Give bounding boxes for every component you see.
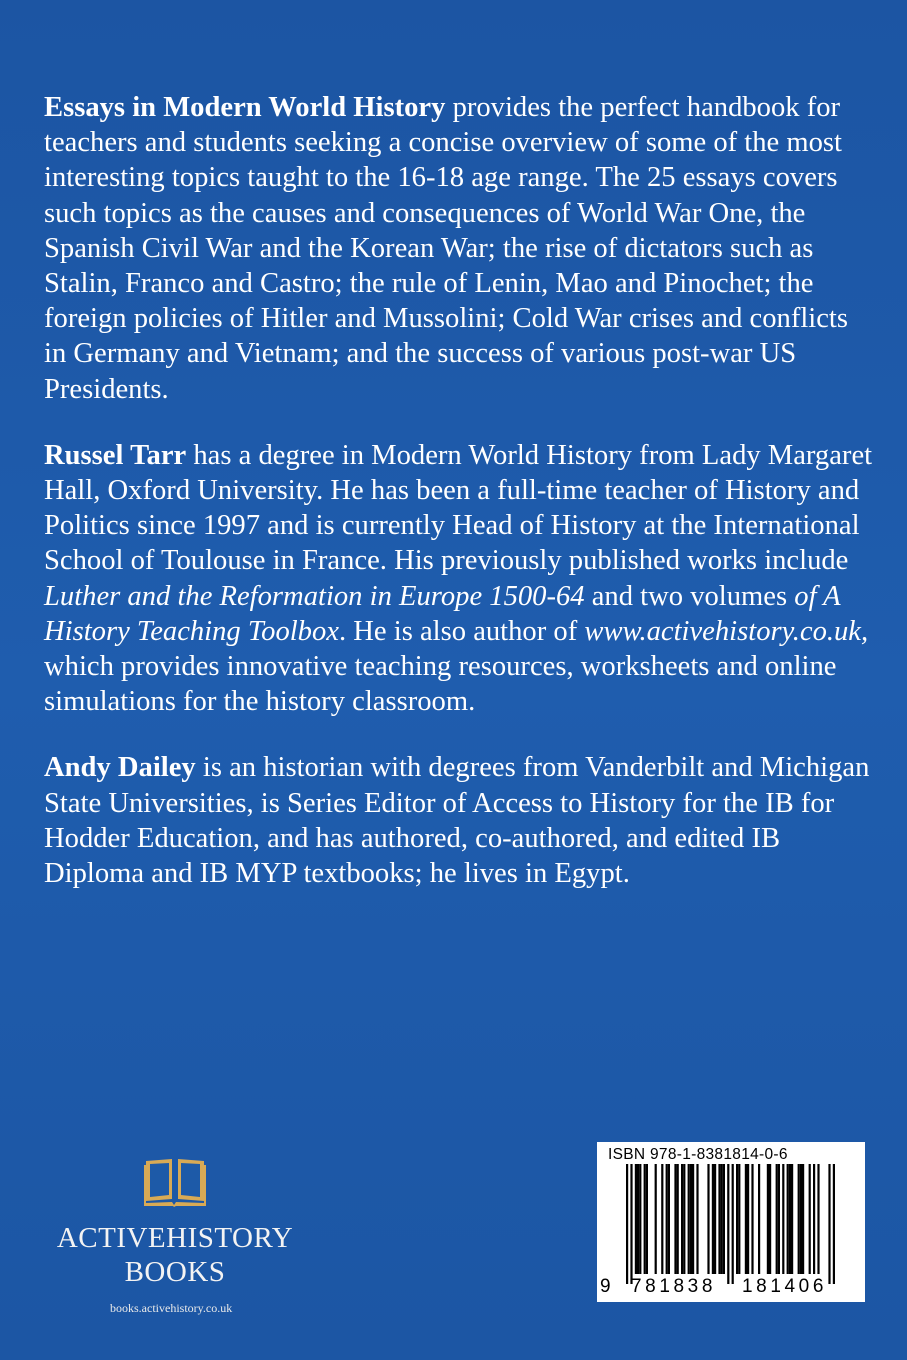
publisher-url: books.activehistory.co.uk <box>110 1301 233 1315</box>
publisher-logo <box>40 1155 310 1316</box>
barcode-bar <box>751 1164 753 1274</box>
barcode-bar <box>681 1164 683 1274</box>
barcode-bar <box>718 1164 720 1274</box>
barcode-bar <box>674 1164 676 1274</box>
barcode-bar <box>791 1164 793 1274</box>
isbn-label: ISBN 978-1-8381814-0-6 <box>608 1146 788 1163</box>
barcode-bar <box>721 1164 723 1274</box>
barcode-bar <box>776 1164 778 1274</box>
barcode-bar <box>666 1164 668 1274</box>
publisher-name-line2: BOOKS <box>124 1256 226 1288</box>
barcode-bar <box>707 1164 709 1274</box>
barcode-digit-group1: 781838 <box>631 1276 717 1297</box>
barcode-bar <box>809 1164 811 1274</box>
barcode-bar <box>692 1164 694 1274</box>
barcode-bar <box>661 1164 663 1274</box>
barcode-bar <box>646 1164 648 1274</box>
barcode-bar <box>635 1164 637 1274</box>
barcode-bar <box>817 1164 819 1274</box>
barcode-bar <box>736 1164 738 1274</box>
barcode-bar <box>789 1164 791 1274</box>
barcode-bar <box>800 1164 802 1274</box>
back-cover-blurb <box>44 90 874 922</box>
barcode-digit-group2: 181406 <box>742 1276 828 1297</box>
book-reference-toolbox: of A History Teaching Toolbox <box>44 580 841 647</box>
bio-text: . He is also author of <box>338 615 585 647</box>
barcode-bar <box>778 1164 780 1274</box>
author-bio-tarr <box>44 438 874 720</box>
barcode-bar <box>828 1164 830 1284</box>
bio-text: and two volumes <box>584 580 795 612</box>
barcode-bar <box>798 1164 800 1274</box>
barcode-bar <box>639 1164 641 1274</box>
barcode-bar <box>758 1164 760 1274</box>
barcode-bar <box>644 1164 646 1274</box>
book-description-paragraph <box>44 90 874 407</box>
barcode-bar <box>677 1164 679 1274</box>
barcode-bar <box>769 1164 771 1274</box>
author-name-tarr: Russel Tarr <box>44 439 187 471</box>
description-text: provides the perfect handbook for teachers and students seeking a concise overview of some of the most interesting topics taught to the 16-18 age range. The 25 essays covers such topics as the causes and consequences of World War One, the Spanish Civil War and the Korean War; the rise of dictators such as Stalin, Franco and Castro; the rule of Lenin, Mao and Pinochet; the foreign policies of Hitler and Mussolini; Cold War crises and conflicts in Germany and Vietnam; and the success of various post-war US Presidents. <box>44 92 848 405</box>
book-title: Essays in Modern World History <box>44 92 446 123</box>
barcode-bar <box>727 1164 729 1284</box>
barcode-bar <box>688 1164 690 1274</box>
barcode-bar <box>626 1164 628 1284</box>
barcode-bar <box>637 1164 639 1274</box>
bio-text: is an historian with degrees from Vanderbilt and Michigan State Universities, is Series Editor of Access to History for the IB for Hodder Education, and has authored, co-authored, and edited IB Diploma and IB MYP textbooks; he lives in Egypt. <box>44 752 870 890</box>
author-name-dailey: Andy Dailey <box>44 752 196 784</box>
barcode-bar <box>732 1164 734 1284</box>
barcode-bar <box>745 1164 747 1274</box>
bio-text: which provides innovative teaching resources, worksheets and online simulations for the history classroom. <box>44 651 837 718</box>
barcode-bar <box>655 1164 657 1274</box>
barcode-bar <box>690 1164 692 1274</box>
barcode-bar <box>813 1164 815 1274</box>
barcode-bar <box>630 1164 632 1284</box>
barcode-bar <box>668 1164 670 1274</box>
barcode-digit-first: 9 <box>600 1276 611 1297</box>
book-reference-luther: Luther and the Reformation in Europe 1500-64 <box>44 580 585 612</box>
isbn-barcode <box>597 1142 865 1302</box>
author-bio-dailey <box>44 750 874 891</box>
bio-text: has a degree in Modern World History from Lady Margaret Hall, Oxford University. He has been a full-time teacher of History and Politics since 1997 and is currently Head of History at the International School of Toulouse in France. His previously published works include <box>44 439 873 577</box>
publisher-name-line1: ACTIVEHISTORY <box>56 1222 294 1254</box>
barcode-bar <box>696 1164 698 1274</box>
barcode-bar <box>683 1164 685 1274</box>
website-reference: www.activehistory.co.uk, <box>584 615 869 647</box>
barcode-bar <box>712 1164 714 1274</box>
barcode-bar <box>833 1164 835 1284</box>
barcode-bar <box>787 1164 789 1274</box>
open-book-icon <box>144 1155 206 1207</box>
barcode-bar <box>747 1164 749 1274</box>
barcode-bar <box>738 1164 740 1274</box>
barcode-bar <box>802 1164 804 1274</box>
barcode-bar <box>767 1164 769 1274</box>
barcode-bar <box>723 1164 725 1274</box>
barcode-bar <box>714 1164 716 1274</box>
barcode-bar <box>782 1164 784 1274</box>
barcode-bars <box>611 1164 853 1286</box>
publisher-name <box>40 1221 310 1289</box>
